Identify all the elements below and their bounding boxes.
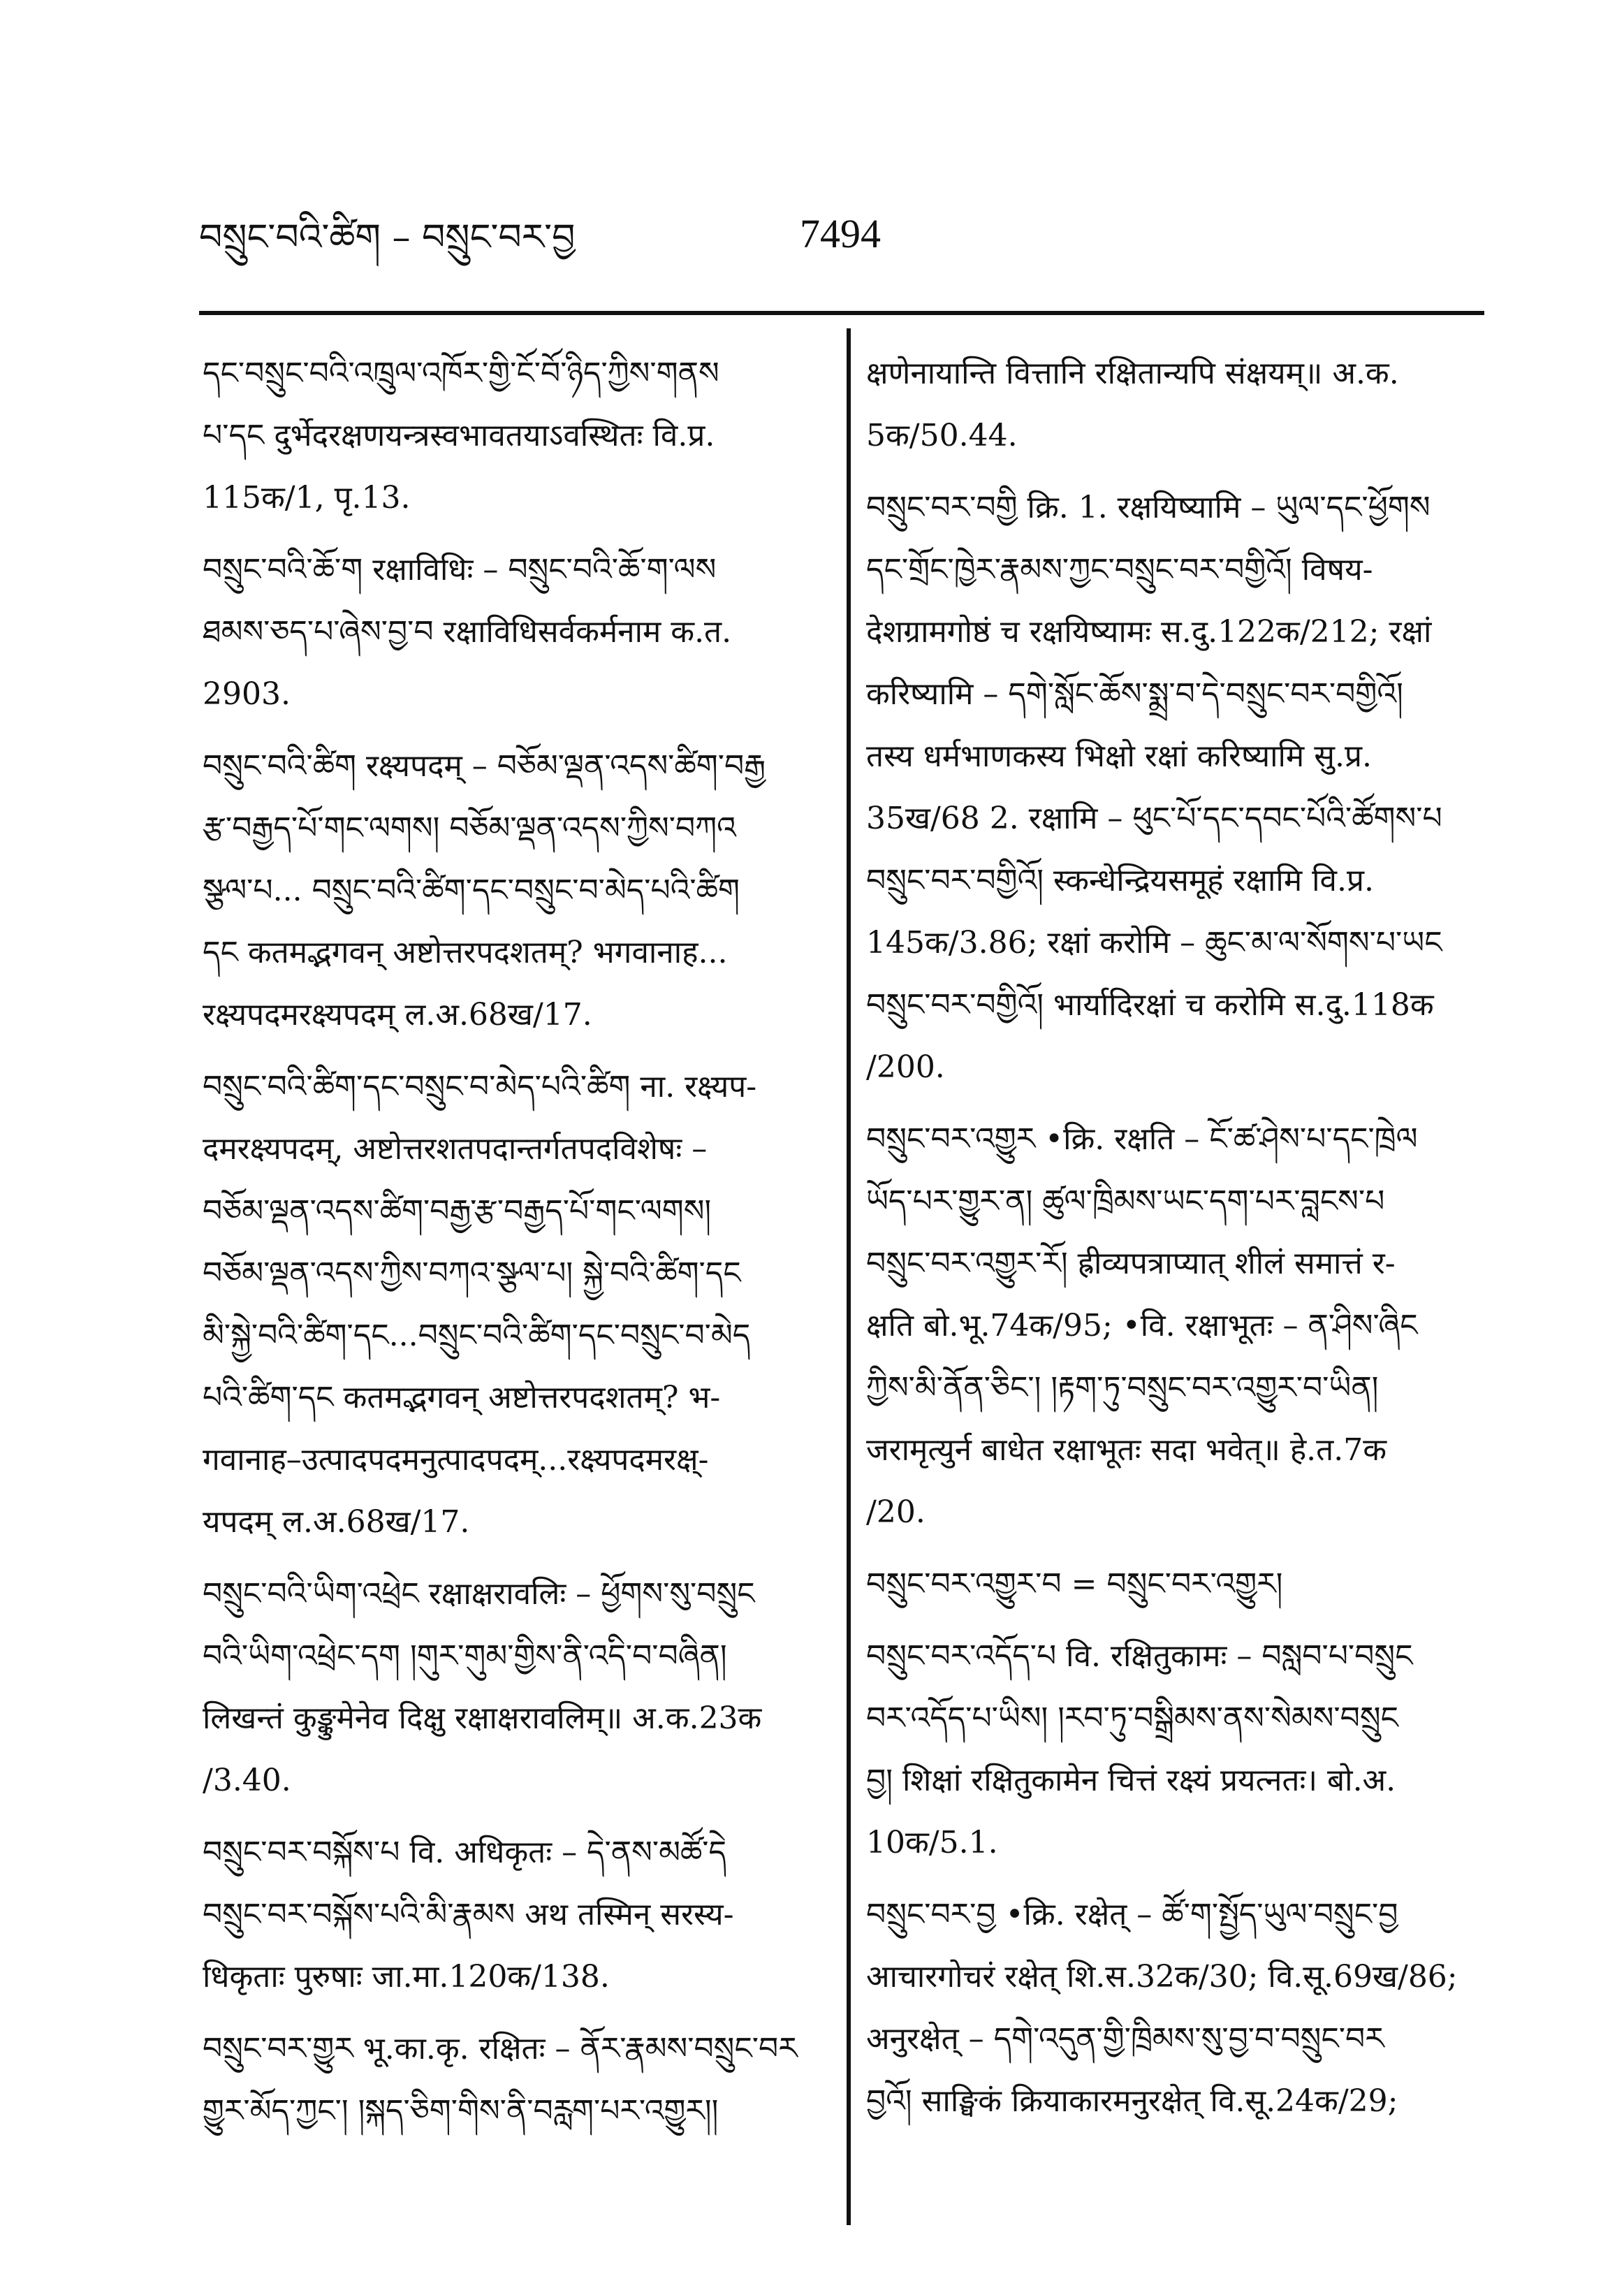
entry-line: སྩལ་པ... བསྲུང་བའི་ཚིག་དང་བསྲུང་བ་མེད་པའི་ཚིག bbox=[203, 873, 740, 908]
entry-line: लिखन्तं कुङ्कुमेनेव दिक्षु रक्षाक्षरावलिम्॥ अ.क.23क bbox=[203, 1700, 762, 1736]
entry-line: दमरक्ष्यपदम्, अष्टोत्तरशतपदान्तर्गतपदविशेषः – bbox=[203, 1131, 708, 1167]
header-rule bbox=[199, 311, 1484, 315]
entry-line: བསྲུང་བའི་ཆོ་ག रक्षाविधिः – བསྲུང་བའི་ཆོ་ག་ལས bbox=[203, 552, 717, 588]
entry-line: བསྲུང་བར་བསྐོས་པ वि. अधिकृतः – དེ་ནས་མཚོ་དེ bbox=[203, 1835, 726, 1870]
entry-line: བསྲུང་བར་བྱ •क्रि. रक्षेत् – ཚོ་ག་སྤྱོད་ཡུལ་བསྲུང་བྱ bbox=[866, 1897, 1398, 1932]
dictionary-entry bbox=[203, 1563, 821, 1812]
entry-line: བསྲུང་བར་བགྱི क्रि. 1. रक्षयिष्यामि – ཡུལ་དང་ཕྱོགས bbox=[866, 490, 1431, 525]
entry-line: བསྲུང་བའི་ཚིག रक्ष्यपदम् – བཅོམ་ལྡན་འདས་ཚིག་བརྒྱ bbox=[203, 748, 766, 784]
dictionary-entry bbox=[203, 735, 821, 1046]
entry-line: देशग्रामगोष्ठं च रक्षयिष्यामः स.दु.122क/212; रक्षां bbox=[866, 614, 1432, 650]
entry-line: བསྲུང་བའི་ཚིག་དང་བསྲུང་བ་མེད་པའི་ཚིག ना. रक्ष्यप- bbox=[203, 1069, 757, 1105]
entry-line: 115क/1, पृ.13. bbox=[203, 480, 411, 516]
dictionary-entry bbox=[203, 1056, 821, 1553]
entry-line: 145क/3.86; रक्षां करोमि – ཆུང་མ་ལ་སོགས་པ་ཡང bbox=[866, 925, 1442, 961]
entry-line: /200. bbox=[866, 1049, 945, 1085]
entry-line: དང་གྲོང་ཁྱེར་རྣམས་ཀྱང་བསྲུང་བར་བགྱིའོ། विषय- bbox=[866, 552, 1373, 588]
entry-line: བསྲུང་བར་འགྱུར •क्रि. रक्षति – ངོ་ཚ་ཤེས་པ་དང་ཁྲེལ bbox=[866, 1121, 1418, 1157]
entry-line: आचारगोचरं रक्षेत् शि.स.32क/30; वि.सू.69ख/86; bbox=[866, 1959, 1458, 1995]
entry-line: བསྲུང་བའི་ཡིག་འཕྲེང रक्षाक्षरावलिः – ཕྱོགས་སུ་བསྲུང bbox=[203, 1576, 755, 1612]
entry-line: ཡོད་པར་གྱུར་ན། ཚུལ་ཁྲིམས་ཡང་དག་པར་བླངས་པ bbox=[866, 1183, 1385, 1219]
entry-line: धिकृताः पुरुषाः जा.मा.120क/138. bbox=[203, 1959, 610, 1995]
page-number: 7494 bbox=[800, 211, 881, 256]
dictionary-entry bbox=[203, 1821, 821, 2008]
entry-line: जरामृत्युर्न बाधेत रक्षाभूतः सदा भवेत्॥ हे.त.7क bbox=[866, 1432, 1387, 1468]
entry-line: དང कतमद्भगवन् अष्टोत्तरपदशतम्? भगवानाह... bbox=[203, 935, 728, 970]
entry-line: བསྲུང་བར་འདོད་པ वि. रक्षितुकामः – བསླབ་པ་བསྲུང bbox=[866, 1638, 1413, 1674]
dictionary-entry bbox=[866, 1108, 1481, 1543]
entry-line: བསྲུང་བར་གྱུར भू.का.कृ. रक्षितः – ནོར་རྣམས་བསྲུང་བར bbox=[203, 2031, 798, 2067]
entry-line: བཅོམ་ལྡན་འདས་ཚིག་བརྒྱ་རྩ་བརྒྱད་པོ་གང་ལགས། bbox=[203, 1193, 712, 1229]
entry-line: བར་འདོད་པ་ཡིས། །རབ་ཏུ་བསྒྲིམས་ནས་སེམས་བསྲུང bbox=[866, 1700, 1398, 1736]
entry-line: བའི་ཡིག་འཕྲེང་དག །གུར་གུམ་གྱིས་ནི་འདི་བ་བཞིན། bbox=[203, 1638, 727, 1674]
entry-line: /20. bbox=[866, 1494, 926, 1530]
entry-line: རྩ་བརྒྱད་པོ་གང་ལགས། བཅོམ་ལྡན་འདས་ཀྱིས་བཀའ bbox=[203, 810, 736, 846]
entry-line: དང་བསྲུང་བའི་འཁྲུལ་འཁོར་གྱི་ངོ་བོ་ཉིད་ཀྱིས་གནས bbox=[203, 356, 719, 391]
entry-line: क्षति बो.भू.74क/95; •वि. रक्षाभूतः – ན་ཤིས་ཞིང bbox=[866, 1308, 1418, 1343]
entry-line: करिष्यामि – དགེ་སློང་ཆོས་སྨྲ་བ་དེ་བསྲུང་བར་བགྱིའོ། bbox=[866, 676, 1403, 712]
dictionary-entry bbox=[866, 1553, 1481, 1615]
entry-line: བྱའོ། साङ्घिकं क्रियाकारमनुरक्षेत् वि.सू.24क/29; bbox=[866, 2083, 1398, 2119]
entry-line: བྱ། शिक्षां रक्षितुकामेन चित्तं रक्ष्यं प्रयत्नतः। बो.अ. bbox=[866, 1763, 1396, 1798]
entry-line: 5क/50.44. bbox=[866, 418, 1018, 453]
dictionary-entry bbox=[866, 1883, 1481, 2132]
entry-line: མི་སྐྱེ་བའི་ཚིག་དང...བསྲུང་བའི་ཚིག་དང་བསྲུང་བ་མེད bbox=[203, 1318, 751, 1353]
column-divider bbox=[847, 328, 851, 2225]
entry-line: པ་དང दुर्भेदरक्षणयन्त्रस्वभावतयाऽवस्थितः वि.प्र. bbox=[203, 418, 715, 453]
right-column bbox=[866, 342, 1481, 2229]
entry-line: 10क/5.1. bbox=[866, 1825, 998, 1860]
entry-line: གྱུར་མོད་ཀྱང་། །སྐད་ཅིག་གིས་ནི་བརླག་པར་འགྱུར།། bbox=[203, 2093, 719, 2129]
entry-line: रक्ष्यपदमरक्ष्यपदम् ल.अ.68ख/17. bbox=[203, 997, 592, 1033]
dictionary-entry bbox=[866, 342, 1481, 467]
dictionary-entry bbox=[866, 476, 1481, 1098]
dictionary-entry bbox=[203, 539, 821, 725]
entry-line: क्षणेनायान्ति वित्तानि रक्षितान्यपि संक्षयम्॥ अ.क. bbox=[866, 356, 1399, 391]
entry-line: तस्य धर्मभाणकस्य भिक्षो रक्षां करिष्यामि सु.प्र. bbox=[866, 738, 1372, 774]
entry-line: བཅོམ་ལྡན་འདས་ཀྱིས་བཀའ་སྩལ་པ། སྐྱེ་བའི་ཚིག་དང bbox=[203, 1255, 741, 1291]
entry-line: བསྲུང་བར་འགྱུར་བ = བསྲུང་བར་འགྱུར། bbox=[866, 1566, 1283, 1602]
entry-line: 35ख/68 2. रक्षामि – ཕུང་པོ་དང་དབང་པོའི་ཚོགས་པ bbox=[866, 801, 1442, 836]
dictionary-entry bbox=[203, 2018, 821, 2142]
entry-line: अनुरक्षेत् – དགེ་འདུན་གྱི་ཁྲིམས་སུ་བྱ་བ་བསྲུང་བར bbox=[866, 2021, 1384, 2057]
entry-line: यपदम् ल.अ.68ख/17. bbox=[203, 1504, 470, 1540]
entry-line: བསྲུང་བར་འགྱུར་རོ། ह्रीव्यपत्राप्यात् शीलं समात्तं र- bbox=[866, 1246, 1396, 1281]
dictionary-entry bbox=[866, 1625, 1481, 1874]
entry-line: བསྲུང་བར་བགྱིའོ། स्कन्धेन्द्रियसमूहं रक्षामि वि.प्र. bbox=[866, 863, 1374, 898]
entry-line: /3.40. bbox=[203, 1763, 291, 1798]
dictionary-entry bbox=[203, 342, 821, 529]
left-column bbox=[203, 342, 821, 2229]
running-head: བསྲུང་བའི་ཚིག – བསྲུང་བར་བྱ bbox=[199, 217, 576, 258]
entry-line: ཀྱིས་མི་ནོན་ཅིང་། །རྟག་ཏུ་བསྲུང་བར་འགྱུར་བ་ཡིན། bbox=[866, 1370, 1379, 1406]
entry-line: 2903. bbox=[203, 676, 291, 712]
entry-line: པའི་ཚིག་དང कतमद्भगवन् अष्टोत्तरपदशतम्? भ- bbox=[203, 1380, 721, 1415]
entry-line: ཐམས་ཅད་པ་ཞེས་བྱ་བ रक्षाविधिसर्वकर्मनाम क.त. bbox=[203, 614, 732, 650]
entry-line: བསྲུང་བར་བསྐོས་པའི་མི་རྣམས अथ तस्मिन् सरस्य- bbox=[203, 1897, 734, 1932]
entry-line: गवानाह–उत्पादपदमनुत्पादपदम्...रक्ष्यपदमरक्ष्- bbox=[203, 1442, 709, 1478]
entry-line: བསྲུང་བར་བགྱིའོ། भार्यादिरक्षां च करोमि स.दु.118क bbox=[866, 987, 1434, 1023]
